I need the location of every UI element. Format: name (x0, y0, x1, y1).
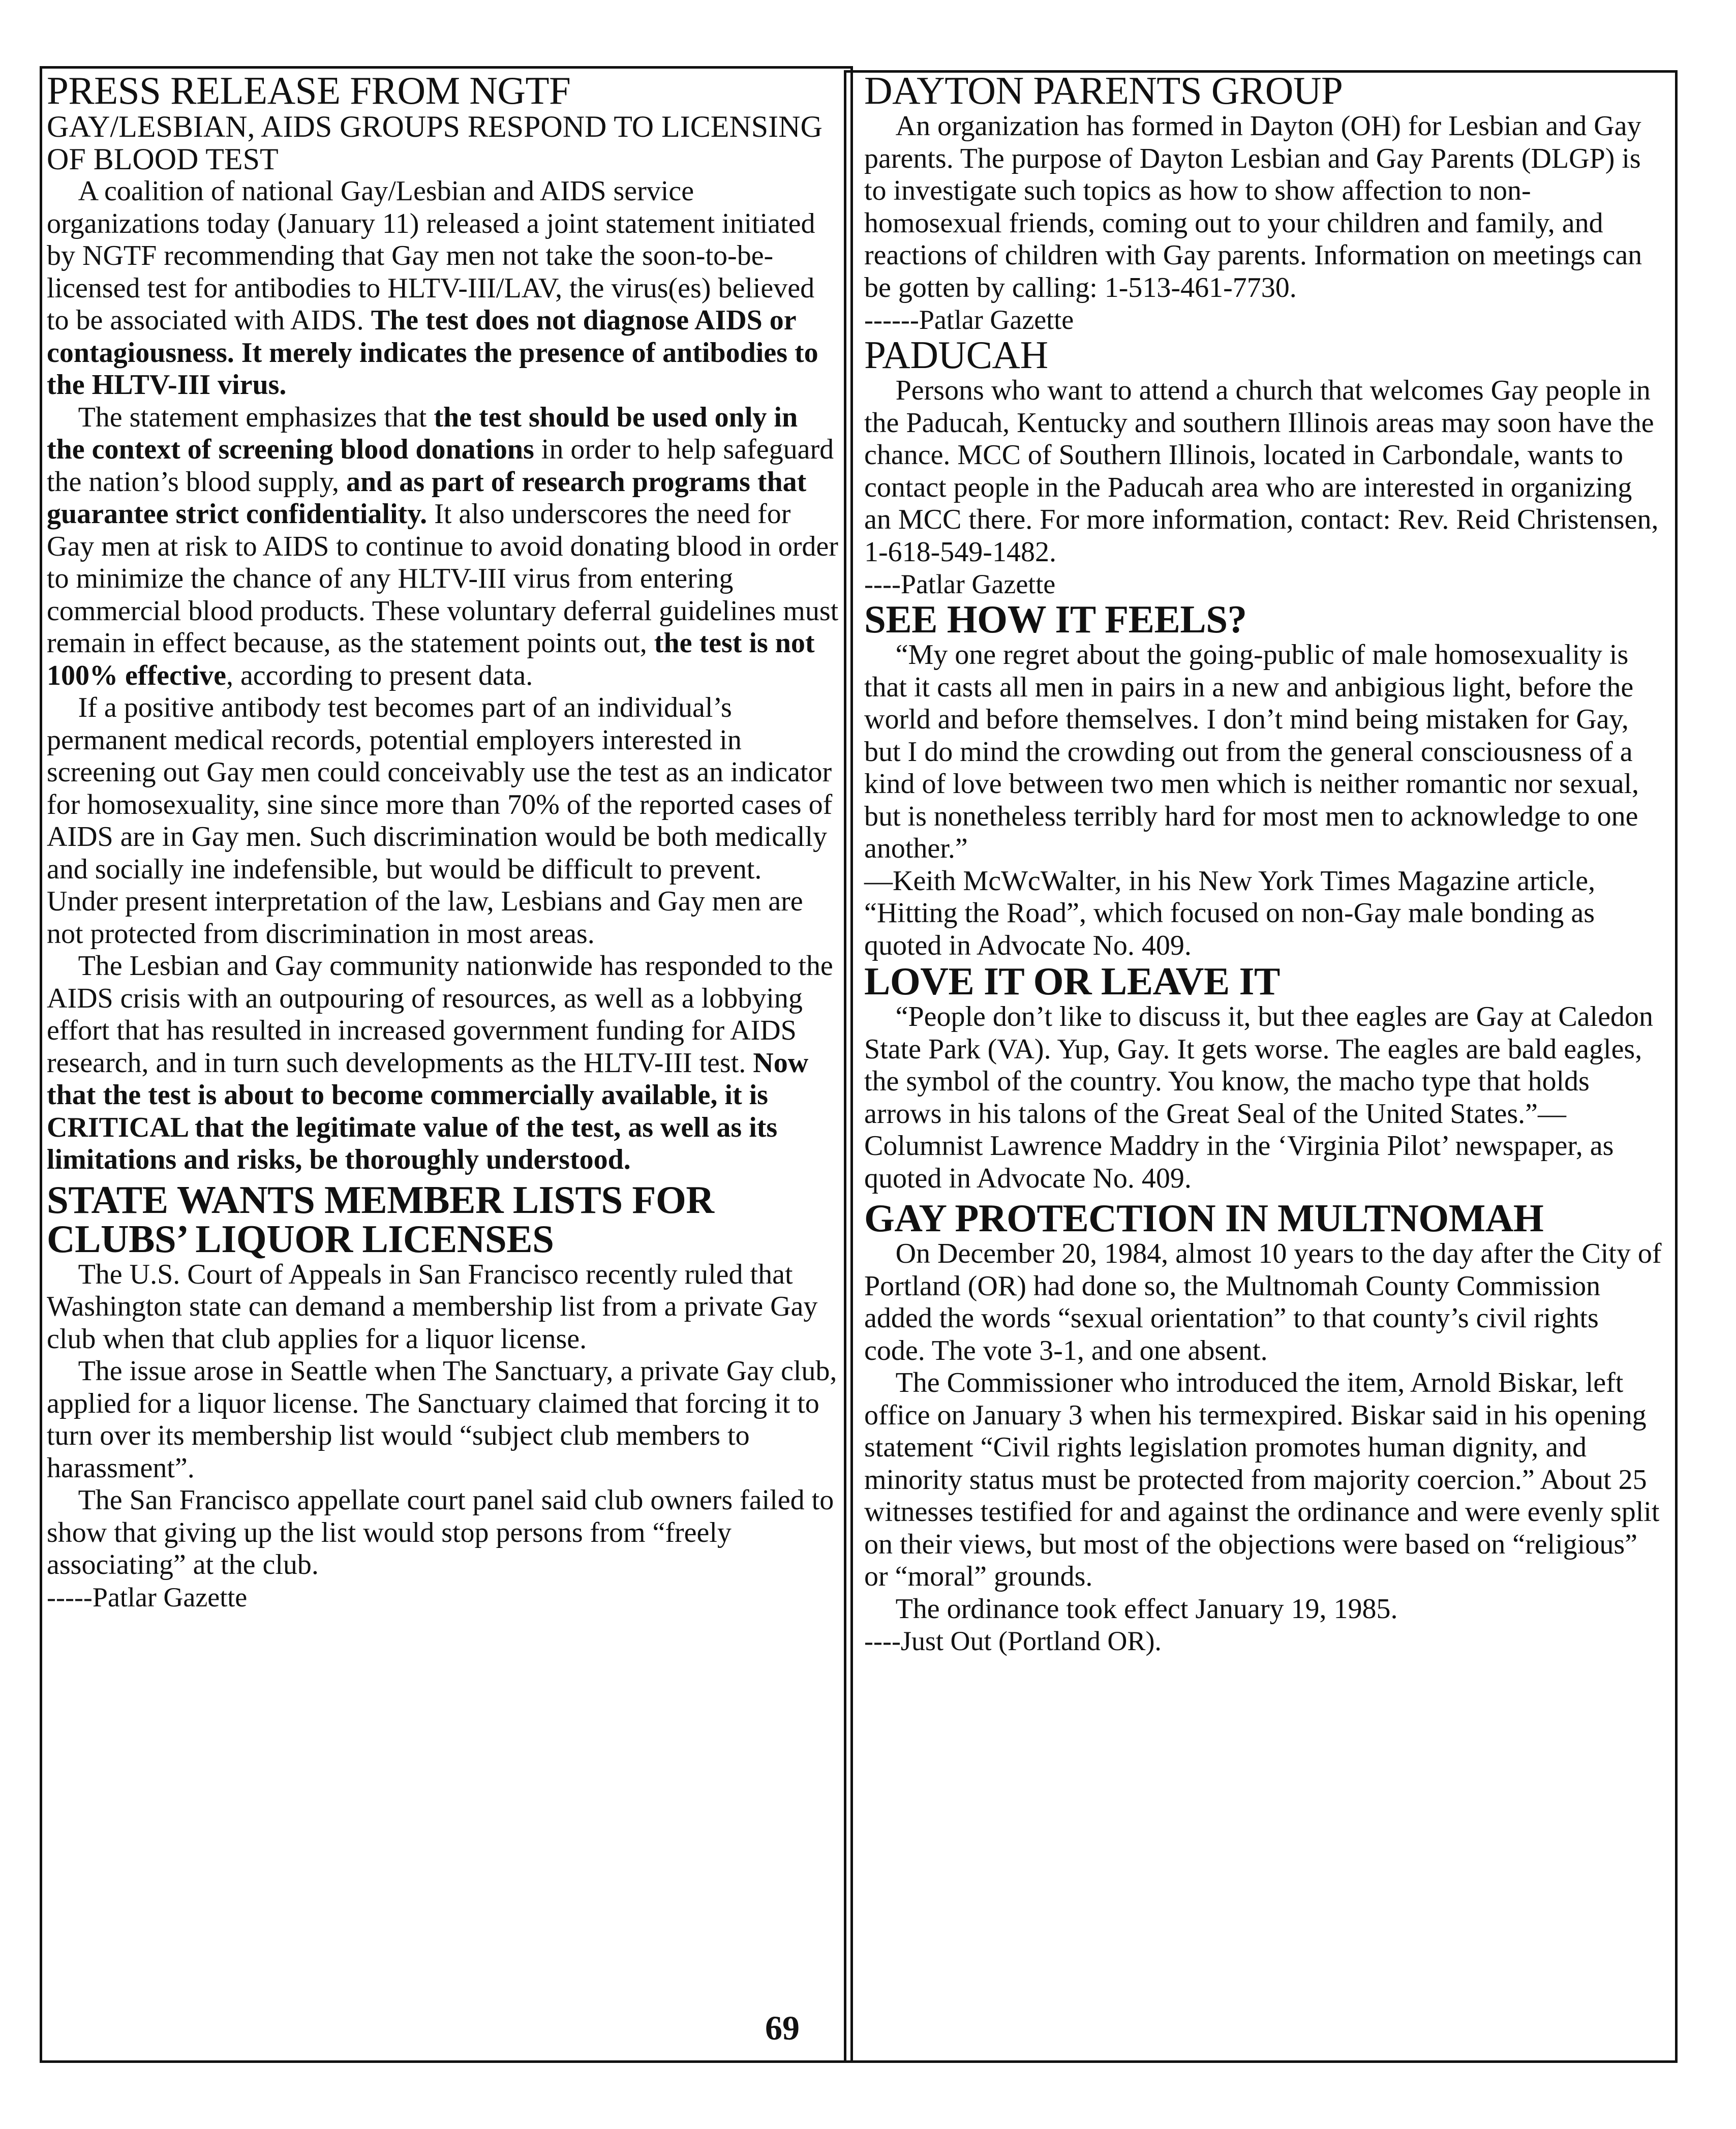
article-paragraph (47, 402, 840, 692)
article-attribution: —Keith McWcWalter, in his New York Times Magazine article, “Hitting the Road”, which focused on non-Gay male bonding as quoted in Advocate No. 409. (864, 865, 1596, 961)
article-love-it-or-leave-it (864, 959, 1662, 1195)
article-ngtf (47, 71, 840, 1176)
article-headline: PADUCAH (864, 333, 1048, 377)
article-headline: LOVE IT OR LEAVE IT (864, 959, 1280, 1003)
article-credit: ----Patlar Gazette (864, 569, 1056, 599)
article-paragraph (47, 175, 840, 402)
bold-text-run: the test should be used only in the context of screening blood donations (47, 401, 798, 465)
article-dayton (864, 71, 1662, 336)
article-paragraph (47, 950, 840, 1176)
article-paragraph: The U.S. Court of Appeals in San Francisco recently ruled that Washington state can demand a membership list from a private Gay club when that club applies for a liquor license. (47, 1258, 818, 1355)
text-run: , according to present data. (226, 659, 533, 691)
text-run: The Lesbian and Gay community nationwide has responded to the AIDS crisis with an outpouring of resources, as well as a lobbying effort that has resulted in increased government funding for AIDS research, and in turn such developments as the HLTV-III test. (47, 950, 833, 1079)
text-run: in order to help safeguard the nation’s blood supply, (47, 434, 834, 498)
article-subhead: GAY/LESBIAN, AIDS GROUPS RESPOND TO LICENSING OF BLOOD TEST (47, 110, 823, 176)
article-paragraph: On December 20, 1984, almost 10 years to the day after the City of Portland (OR) had done so, the Multnomah County Commission added the words “sexual orientation” to that county’s civil rights code. The vote 3-1, and one absent. (864, 1238, 1662, 1366)
page-number: 69 (765, 2009, 800, 2047)
article-multnomah (864, 1196, 1662, 1657)
article-credit: -----Patlar Gazette (47, 1581, 248, 1613)
bold-text-run: Now that the test is about to become commercially available, it is CRITICAL that the legitimate value of the test, as well as its limitations and risks, be thoroughly understood. (47, 1047, 809, 1175)
article-paducah (864, 333, 1662, 600)
article-paragraph: An organization has formed in Dayton (OH) for Lesbian and Gay parents. The purpose of Dayton Lesbian and Gay Parents (DLGP) is to investigate such topics as how to show affection to non-homosexual friends, coming out to your children and family, and reactions of children with Gay parents. Information on meetings can be gotten by calling: 1-513-461-7730. (864, 110, 1642, 303)
article-headline: DAYTON PARENTS GROUP (864, 69, 1343, 112)
bold-text-run: the test is not 100% effective (47, 627, 815, 691)
text-run: It also underscores the need for Gay men at risk to AIDS to continue to avoid donating blood in order to minimize the chance of any HLTV-III virus from entering commercial blood products. These voluntary deferral guidelines must remain in effect because, as the statement points out, (47, 498, 839, 659)
article-headline: SEE HOW IT FEELS? (864, 597, 1247, 641)
article-paragraph: The San Francisco appellate court panel said club owners failed to show that giving up the list would stop persons from “freely associating” at the club. (47, 1484, 834, 1580)
article-state-member-lists (47, 1177, 840, 1613)
right-column (864, 71, 1662, 1657)
article-headline: STATE WANTS MEMBER LISTS FOR CLUBS’ LIQUOR LICENSES (47, 1177, 714, 1261)
article-paragraph: “People don’t like to discuss it, but thee eagles are Gay at Caledon State Park (VA). Yup, Gay. It gets worse. The eagles are bald eagles, the symbol of the country. You know, the macho type that holds arrows in his talons of the Great Seal of the United States.”— Columnist Lawrence Maddry in the ‘Virginia Pilot’ newspaper, as quoted in Advocate No. 409. (864, 1001, 1653, 1194)
article-see-how-it-feels (864, 597, 1662, 962)
text-run: A coalition of national Gay/Lesbian and AIDS service organizations today (January 11) released a joint statement initiated by NGTF recommending that Gay men not take the soon-to-be-licensed test for antibodies to HLTV-III/LAV, the virus(es) believed to be associated with AIDS. (47, 175, 815, 336)
article-credit: ------Patlar Gazette (864, 305, 1074, 335)
article-paragraph: The ordinance took effect January 19, 1985. (895, 1593, 1398, 1625)
bold-text-run: and as part of research programs that guarantee strict confidentiality. (47, 466, 807, 530)
left-column (47, 71, 840, 1613)
bold-text-run: The test does not diagnose AIDS or contagiousness. It merely indicates the presence of antibodies to the HLTV-III virus. (47, 305, 818, 401)
article-paragraph: Persons who want to attend a church that welcomes Gay people in the Paducah, Kentucky and southern Illinois areas may soon have the chance. MCC of Southern Illinois, located in Carbondale, wants to contact people in the Paducah area who are interested in organizing an MCC there. For more information, contact: Rev. Reid Christensen, 1-618-549-1482. (864, 375, 1659, 568)
article-paragraph: The Commissioner who introduced the item, Arnold Biskar, left office on January 3 when his termexpired. Biskar said in his opening statement “Civil rights legislation promotes human dignity, and minority status must be protected from majority coercion.” About 25 witnesses testified for and against the ordinance and were evenly split on their views, but most of the objections were based on “religious” or “moral” grounds. (864, 1367, 1660, 1592)
article-headline: GAY PROTECTION IN MULTNOMAH (864, 1196, 1544, 1240)
article-paragraph: The issue arose in Seattle when The Sanctuary, a private Gay club, applied for a liquor license. The Sanctuary claimed that forcing it to turn over its membership list would “subject club members to harassment”. (47, 1355, 837, 1484)
article-headline: PRESS RELEASE FROM NGTF (47, 69, 571, 112)
article-paragraph: “My one regret about the going-public of male homosexuality is that it casts all men in pairs in a new and anbigious light, before the world and before themselves. I don’t mind being mistaken for Gay, but I do mind the crowding out from the general consciousness of a kind of love between two men which is neither romantic nor sexual, but is nonetheless terribly hard for most men to acknowledge to one another.” (864, 639, 1639, 864)
article-paragraph: If a positive antibody test becomes part of an individual’s permanent medical records, potential employers interested in screening out Gay men could conceivably use the test as an indicator for homosexuality, sine since more than 70% of the reported cases of AIDS are in Gay men. Such discrimination would be both medically and socially ine indefensible, but would be difficult to prevent. Under present interpretation of the law, Lesbians and Gay men are not protected from discrimination in most areas. (47, 692, 833, 950)
article-credit: ----Just Out (Portland OR). (864, 1626, 1162, 1656)
text-run: The statement emphasizes that (78, 401, 434, 433)
